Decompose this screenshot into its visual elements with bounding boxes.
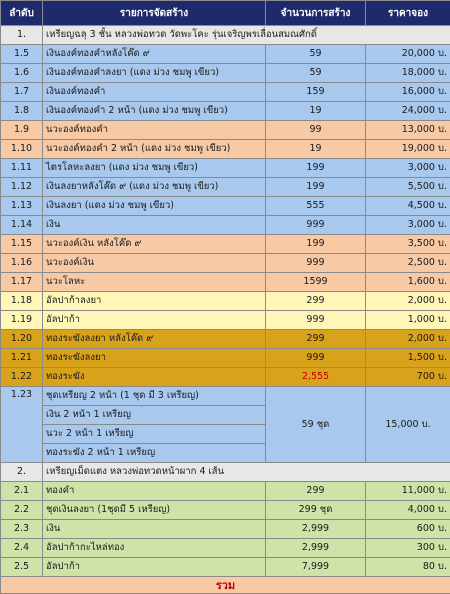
header-qty: จำนวนการสร้าง [266,1,366,26]
section-2-row [1,463,450,482]
row-item: ชุดเงินลงยา (1ชุดมี 5 เหรียญ) [43,501,266,520]
header-item: รายการจัดสร้าง [43,1,266,26]
table-row [1,520,450,539]
row-item: นวะองค์ทองคำ 2 หน้า (แดง ม่วง ชมพู เขียว) [43,140,266,159]
row-item: ทองระฆัง [43,368,266,387]
set-line: ชุดเหรียญ 2 หน้า (1 ชุด มี 3 เหรียญ) [43,387,266,406]
row-qty: 19 [266,102,366,121]
row-price: 1,000 บ. [366,311,450,330]
row-price: 19,000 บ. [366,140,450,159]
row-price: 5,500 บ. [366,178,450,197]
table-row [1,558,450,577]
table-row [1,159,450,178]
total-row [1,577,450,594]
row-price: 3,500 บ. [366,235,450,254]
row-no: 1.5 [1,45,43,64]
row-item: เงินองค์ทองคำหลังโค๊ด ๙ [43,45,266,64]
row-price: 3,000 บ. [366,159,450,178]
row-price: 2,000 บ. [366,330,450,349]
row-qty: 999 [266,349,366,368]
row-price: 16,000 บ. [366,83,450,102]
section-1-title: เหรียญฉลุ 3 ชั้น หลวงพ่อทวด วัดพะโคะ รุ่นเจริญพรเลื่อนสมณศักดิ์ [43,26,450,45]
row-no: 1.20 [1,330,43,349]
row-no: 1.8 [1,102,43,121]
row-item: เงินลงยา (แดง ม่วง ชมพู เขียว) [43,197,266,216]
row-price: 4,500 บ. [366,197,450,216]
row-item: อัลปาก้าลงยา [43,292,266,311]
row-qty: 199 [266,178,366,197]
table-row [1,216,450,235]
row-qty: 59 [266,45,366,64]
row-item: นวะองค์ทองคำ [43,121,266,140]
row-price: 700 บ. [366,368,450,387]
set-no: 1.23 [1,387,43,463]
row-price: 1,500 บ. [366,349,450,368]
table-row [1,197,450,216]
table-row [1,254,450,273]
row-no: 1.16 [1,254,43,273]
set-line: ทองระฆัง 2 หน้า 1 เหรียญ [43,444,266,463]
row-item: เงินลงยาหลังโค๊ด ๙ (แดง ม่วง ชมพู เขียว) [43,178,266,197]
row-qty: 999 [266,216,366,235]
table-row [1,273,450,292]
row-qty: 1599 [266,273,366,292]
table-row [1,83,450,102]
section-2-title: เหรียญเม็ดแตง หลวงพ่อทวดหน้าผาก 4 เส้น [43,463,450,482]
row-qty: 199 [266,235,366,254]
table-row [1,539,450,558]
row-qty: 299 ชุด [266,501,366,520]
row-item: เงินองค์ทองคำลงยา (แดง ม่วง ชมพู เขียว) [43,64,266,83]
row-price: 3,000 บ. [366,216,450,235]
row-no: 1.22 [1,368,43,387]
header-price: ราคาจอง [366,1,450,26]
row-qty: 299 [266,330,366,349]
row-no: 1.12 [1,178,43,197]
section-1-no: 1. [1,26,43,45]
set-line: นวะ 2 หน้า 1 เหรียญ [43,425,266,444]
row-qty: 199 [266,159,366,178]
row-qty: 2,999 [266,539,366,558]
row-item: นวะองค์เงิน [43,254,266,273]
row-no: 1.10 [1,140,43,159]
table-row [1,121,450,140]
row-qty: 555 [266,197,366,216]
header-no: ลำดับ [1,1,43,26]
row-item: อัลปาก้า [43,558,266,577]
row-no: 1.15 [1,235,43,254]
table-row [1,292,450,311]
row-price: 300 บ. [366,539,450,558]
row-no: 1.21 [1,349,43,368]
row-item: เงินองค์ทองคำ [43,83,266,102]
table-row [1,140,450,159]
row-no: 1.11 [1,159,43,178]
row-qty: 2,999 [266,520,366,539]
header-row [1,1,450,26]
section-2-no: 2. [1,463,43,482]
table-row [1,501,450,520]
row-price: 80 บ. [366,558,450,577]
row-no: 1.13 [1,197,43,216]
row-qty: 999 [266,311,366,330]
table-row [1,311,450,330]
row-no: 1.14 [1,216,43,235]
row-price: 1,600 บ. [366,273,450,292]
row-qty: 159 [266,83,366,102]
table-row [1,45,450,64]
row-item: เงิน [43,216,266,235]
table-row [1,349,450,368]
row-qty: 19 [266,140,366,159]
row-item: เงิน [43,520,266,539]
set-line: เงิน 2 หน้า 1 เหรียญ [43,406,266,425]
row-no: 1.18 [1,292,43,311]
row-item: อัลปาก้า [43,311,266,330]
set-price: 15,000 บ. [366,387,450,463]
row-price: 4,000 บ. [366,501,450,520]
row-price: 2,500 บ. [366,254,450,273]
row-item: อัลปาก้ากะไหล่ทอง [43,539,266,558]
row-qty: 999 [266,254,366,273]
row-no: 2.4 [1,539,43,558]
row-no: 1.17 [1,273,43,292]
row-qty: 59 [266,64,366,83]
row-price: 13,000 บ. [366,121,450,140]
row-no: 2.3 [1,520,43,539]
row-no: 1.6 [1,64,43,83]
row-no: 1.19 [1,311,43,330]
section-1-row [1,26,450,45]
table-row [1,235,450,254]
row-qty: 2,555 [266,368,366,387]
row-item: นวะโลหะ [43,273,266,292]
row-qty: 299 [266,292,366,311]
row-no: 1.7 [1,83,43,102]
row-item: ทองคำ [43,482,266,501]
row-price: 18,000 บ. [366,64,450,83]
row-qty: 99 [266,121,366,140]
total-label: รวม [1,577,450,594]
row-no: 1.9 [1,121,43,140]
row-price: 600 บ. [366,520,450,539]
set-row [1,387,450,406]
row-item: ไตรโลหะลงยา (แดง ม่วง ชมพู เขียว) [43,159,266,178]
row-no: 2.1 [1,482,43,501]
row-price: 2,000 บ. [366,292,450,311]
table-row [1,102,450,121]
table-row [1,368,450,387]
row-qty: 7,999 [266,558,366,577]
row-item: นวะองค์เงิน หลังโค๊ด ๙ [43,235,266,254]
row-no: 2.5 [1,558,43,577]
table-row [1,330,450,349]
row-qty: 299 [266,482,366,501]
row-item: ทองระฆังลงยา [43,349,266,368]
set-qty: 59 ชุด [266,387,366,463]
row-item: เงินองค์ทองคำ 2 หน้า (แดง ม่วง ชมพู เขียว) [43,102,266,121]
row-price: 24,000 บ. [366,102,450,121]
row-no: 2.2 [1,501,43,520]
row-price: 11,000 บ. [366,482,450,501]
table-row [1,64,450,83]
row-price: 20,000 บ. [366,45,450,64]
table-row [1,482,450,501]
table-row [1,178,450,197]
row-item: ทองระฆังลงยา หลังโค๊ด ๙ [43,330,266,349]
